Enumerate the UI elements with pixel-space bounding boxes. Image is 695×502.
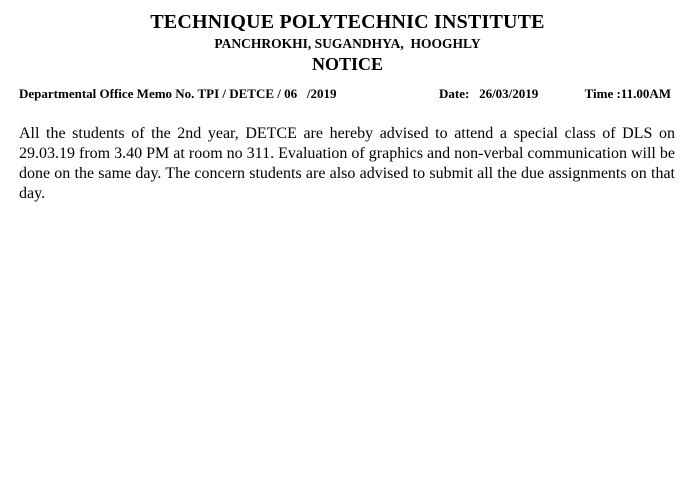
institute-name: TECHNIQUE POLYTECHNIC INSTITUTE: [150, 11, 545, 33]
institute-address: PANCHROKHI, SUGANDHYA, HOOGHLY: [214, 36, 481, 51]
memo-time: Time :11.00AM: [584, 86, 671, 101]
notice-body: All the students of the 2nd year, DETCE are hereby advised to attend a special class of DLS on 29.03.19 from 3.40 PM at room no 311. Evaluation of graphics and non-verbal communication will be done on the same day. The concern students are also advised to submit all the due assignments on that day.: [19, 125, 675, 202]
notice-heading: NOTICE: [311, 54, 383, 74]
memo-date: Date: 26/03/2019: [439, 86, 539, 101]
memo-number: Departmental Office Memo No. TPI / DETCE / 06 /2019: [19, 86, 337, 101]
